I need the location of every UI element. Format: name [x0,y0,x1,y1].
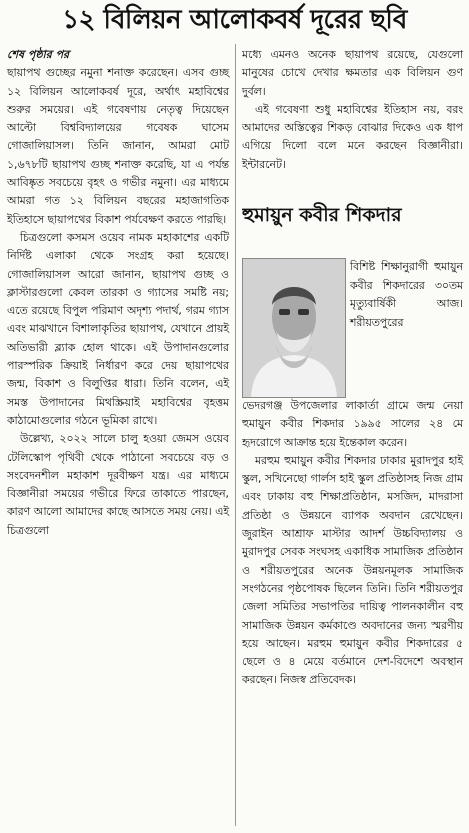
article-right-column [242,46,463,174]
portrait-photo [242,258,346,398]
article-paragraph: এই গবেষণা শুধু মহাবিশ্বের ইতিহাস নয়, বরং আমাদের অস্তিত্বের শিকড় বোঝার দিকেও এক ধাপ এগিয়ে দিলো বলে মনে করছেন বিজ্ঞানীরা। ইন্টারনেট। [242,102,463,171]
obituary-title: হুমায়ুন কবীর শিকদার [242,204,402,226]
column-divider [235,44,236,826]
obituary-caption [350,258,463,332]
obituary-paragraph: ভেদরগঞ্জ উপজেলার লাকার্তা গ্রামে জন্ম নেয়া হুমায়ুন কবীর শিকদার ১৯৯৫ সালের ২৪ মে হৃদরোগে আক্রান্ত হয়ে ইন্তেকাল করেন। [242,399,463,449]
article-paragraph: মধ্যে এমনও অনেক ছায়াপথ রয়েছে, যেগুলো মানুষের চোখে দেখার ক্ষমতার এক বিলিয়ন গুণ দুর্বল। [242,48,463,98]
continued-from-kicker: শেষ পৃষ্ঠার পর [7,48,70,61]
article-paragraph: চিত্রগুলো কসমস ওয়েব নামক মহাকাশের একটি নির্দিষ্ট এলাকা থেকে সংগ্রহ করা হয়েছে। গোজালিয়াসল আরো জানান, ছায়াপথ গুচ্ছ ও ক্লাস্টারগুলো কেবল তারকা ও গ্যাসের সমষ্টি নয়; এতে রয়েছে বিপুল পরিমাণ অদৃশ্য পদার্থ, গরম গ্যাস এবং মাঝখানে বিশালাকৃতির ছায়াপথ, যেখানে প্রায়ই অতিভারী ব্ল্যাক হোল থাকে। এই উপাদানগুলোর পারস্পরিক ক্রিয়াই নির্ধারণ করে দেয় ছায়াপথের জন্ম, বিকাশ ও বিলুপ্তির ধারা। তিনি বলেন, এই সমস্ত উপাদানের মিথস্ক্রিয়াই মহাবিশ্বের বৃহত্তম কাঠামোগুলোর গঠনে ভূমিকা রাখে। [7,230,229,427]
headline: ১২ বিলিয়ন আলোকবর্ষ দূরের ছবি [62,5,407,35]
article-paragraph: উল্লেখ্য, ২০২২ সালে চালু হওয়া জেমস ওয়েব টেলিস্কোপ পৃথিবী থেকে পাঠানো সবচেয়ে বড় ও সংবেদনশীল মহাকাশ দূরবীক্ষণ যন্ত্র। এর মাধ্যমে বিজ্ঞানীরা সময়ের গভীরে ফিরে তাকাতে পারছেন, কারণ আলো আমাদের কাছে আসতে সময় নেয়। এই চিত্রগুলো [7,432,229,537]
article-paragraph: ছায়াপথ গুচ্ছের নমুনা শনাক্ত করেছেন। এসব গুচ্ছ ১২ বিলিয়ন আলোকবর্ষ দূরে, অর্থাৎ মহাবিশ্বের শুরুর সময়ের। এই গবেষণায় নেতৃত্ব দিয়েছেন আল্টো বিশ্ববিদ্যালয়ের গবেষক ঘাসেম গোজালিয়াসল। তিনি জানান, আমরা মোট ১,৬৭৮টি ছায়াপথ গুচ্ছ শনাক্ত করেছি, যা এ পর্যন্ত আবিষ্কৃত সবচেয়ে বৃহৎ ও গভীর নমুনা। এর মাধ্যমে আমরা গত ১২ বিলিয়ন বছরের মহাজাগতিক ইতিহাসে ছায়াপথের বিকাশ পর্যবেক্ষণ করতে পারছি। [7,66,229,226]
article-left-column [7,46,229,540]
caption-text: বিশিষ্ট শিক্ষানুরাগী হুমায়ুন কবীর শিকদারের ৩০তম মৃত্যুবার্ষিকী আজ। শরীয়তপুরের [350,260,463,329]
portrait-icon [243,259,345,397]
obituary-body [242,397,463,690]
obituary-paragraph: মরহুম হুমায়ুন কবীর শিকদার ঢাকার মুরাদপুর হাই স্কুল, সখিনেছো গার্লস হাই স্কুল প্রতিষ্ঠাসহ নিজ গ্রাম এবং ঢাকায় বহু শিক্ষাপ্রতিষ্ঠান, মসজিদ, মাদরাসা প্রতিষ্ঠা ও উন্নয়নে ব্যাপক অবদান রেখেছেন। জুরাইন আশ্রাফ মাস্টার আদর্শ উচ্চবিদ্যালয় ও মুরাদপুর সেবক সংঘসহ একাধিক সামাজিক প্রতিষ্ঠান ও শরীয়তপুরের অনেক উন্নয়নমূলক সামাজিক সংগঠনের পৃষ্ঠপোষক ছিলেন তিনি। তিনি শরীয়তপুর জেলা সমিতির সভাপতির দায়িত্ব পালনকালীন বহু সামাজিক উন্নয়ন কর্মকাণ্ডে অবদানের জন্য স্মরণীয় হয়ে আছেন। মরহুম হুমায়ুন কবীর শিকদারের ৫ ছেলে ও ৪ মেয়ে বর্তমানে দেশ-বিদেশে অবস্থান করছেন। নিজস্ব প্রতিবেদক। [242,453,463,687]
